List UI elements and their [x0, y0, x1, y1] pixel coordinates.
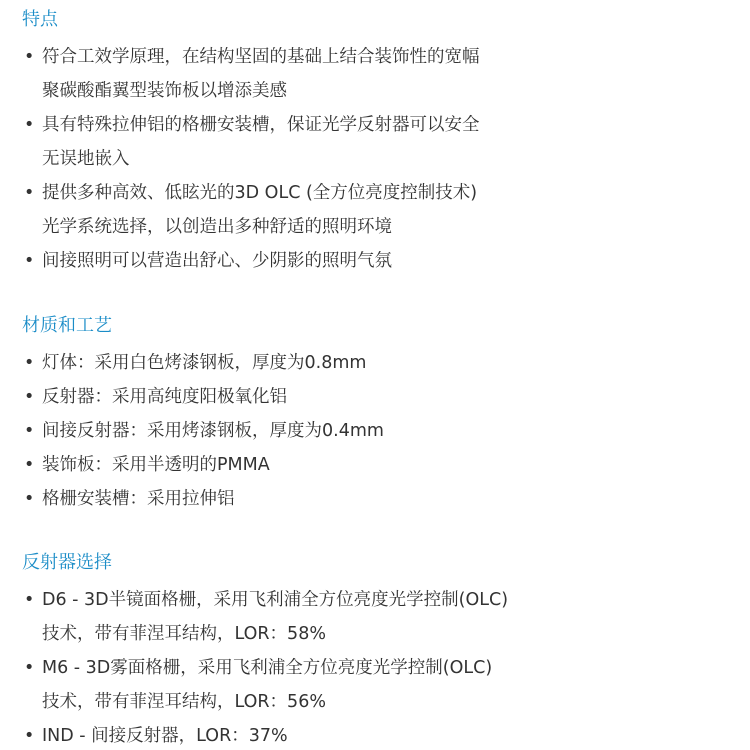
list-item-text: 间接照明可以营造出舒心、少阴影的照明气氛	[42, 251, 392, 271]
list-item-text: 技术，带有菲涅耳结构，LOR：58%	[42, 624, 326, 644]
list-item	[22, 176, 740, 244]
list-item	[22, 414, 740, 448]
reflectors-section	[22, 551, 740, 750]
bullet-icon: •	[24, 115, 35, 135]
list-item-text: 具有特殊拉伸铝的格栅安装槽，保证光学反射器可以安全	[42, 115, 480, 135]
bullet-icon: •	[24, 353, 35, 373]
list-item	[22, 719, 740, 750]
list-item-text: 符合工效学原理，在结构坚固的基础上结合装饰性的宽幅	[42, 47, 480, 67]
list-item-text: IND - 间接反射器，LOR：37%	[42, 726, 288, 746]
features-section	[22, 8, 740, 278]
features-list	[22, 40, 740, 278]
materials-list	[22, 346, 740, 516]
list-item	[22, 380, 740, 414]
list-item	[22, 651, 740, 719]
bullet-icon: •	[24, 489, 35, 509]
bullet-icon: •	[24, 455, 35, 475]
list-item-text: 间接反射器：采用烤漆钢板，厚度为0.4mm	[42, 421, 384, 441]
list-item-text: 光学系统选择，以创造出多种舒适的照明环境	[42, 217, 392, 237]
reflectors-heading: 反射器选择	[22, 552, 112, 573]
materials-heading: 材质和工艺	[22, 315, 112, 336]
list-item	[22, 346, 740, 380]
bullet-icon: •	[24, 387, 35, 407]
bullet-icon: •	[24, 251, 35, 271]
list-item-text: 无误地嵌入	[42, 149, 130, 169]
list-item-text: M6 - 3D雾面格栅，采用飞利浦全方位亮度光学控制(OLC)	[42, 658, 493, 678]
list-item-text: 反射器：采用高纯度阳极氧化铝	[42, 387, 287, 407]
bullet-icon: •	[24, 726, 35, 746]
features-heading: 特点	[22, 9, 58, 30]
bullet-icon: •	[24, 590, 35, 610]
reflectors-list	[22, 583, 740, 750]
list-item-text: 灯体：采用白色烤漆钢板，厚度为0.8mm	[42, 353, 367, 373]
materials-section	[22, 314, 740, 516]
list-item-text: D6 - 3D半镜面格栅，采用飞利浦全方位亮度光学控制(OLC)	[42, 590, 509, 610]
list-item	[22, 482, 740, 516]
list-item	[22, 583, 740, 651]
list-item	[22, 40, 740, 108]
bullet-icon: •	[24, 183, 35, 203]
list-item-text: 提供多种高效、低眩光的3D OLC (全方位亮度控制技术)	[42, 183, 478, 203]
list-item-text: 装饰板：采用半透明的PMMA	[42, 455, 270, 475]
list-item-text: 格栅安装槽：采用拉伸铝	[42, 489, 235, 509]
list-item	[22, 448, 740, 482]
bullet-icon: •	[24, 47, 35, 67]
list-item	[22, 108, 740, 176]
bullet-icon: •	[24, 658, 35, 678]
list-item	[22, 244, 740, 278]
list-item-text: 聚碳酸酯翼型装饰板以增添美感	[42, 81, 287, 101]
list-item-text: 技术，带有菲涅耳结构，LOR：56%	[42, 692, 326, 712]
bullet-icon: •	[24, 421, 35, 441]
